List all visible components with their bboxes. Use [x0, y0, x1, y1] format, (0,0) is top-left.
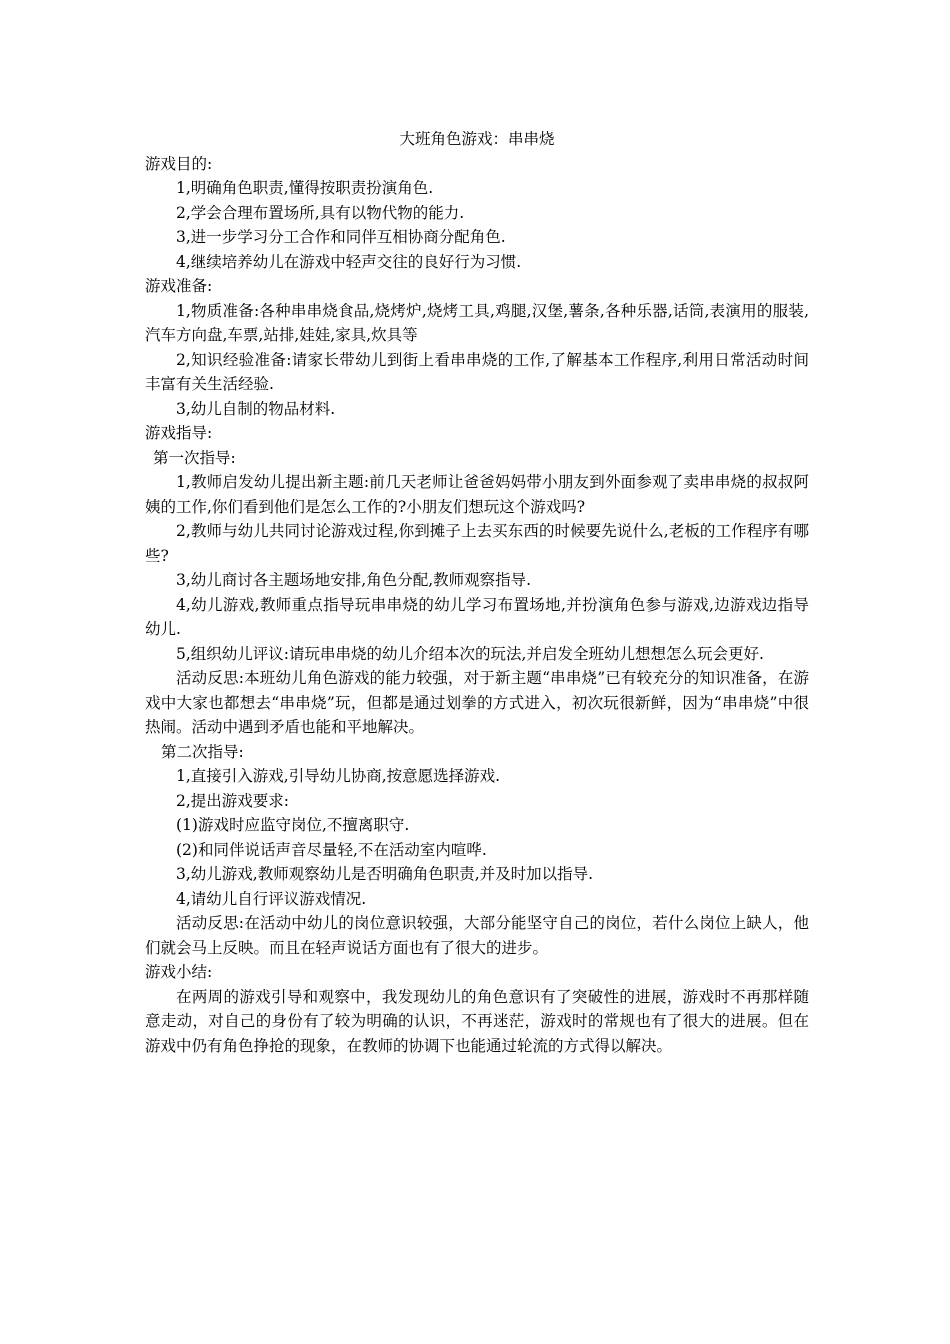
goal-item: 3,进一步学习分工合作和同伴互相协商分配角色.	[176, 228, 506, 246]
prep-item: 1,物质准备:各种串串烧食品,烧烤炉,烧烤工具,鸡腿,汉堡,薯条,各种乐器,话筒,表演用的服装,汽车方向盘,车票,站排,娃娃,家具,炊具等	[145, 301, 809, 344]
first-guide-item: 4,幼儿游戏,教师重点指导玩串串烧的幼儿学习布置场地,并扮演角色参与游戏,边游戏边指导幼儿.	[145, 595, 809, 638]
guide-heading: 游戏指导:	[145, 424, 213, 442]
goal-item: 2,学会合理布置场所,具有以物代物的能力.	[176, 203, 465, 222]
summary-heading: 游戏小结:	[145, 963, 213, 981]
document-body	[145, 127, 809, 1058]
document-title: 大班角色游戏：串串烧	[399, 130, 555, 148]
summary-paragraph: 在两周的游戏引导和观察中，我发现幼儿的角色意识有了突破性的进展，游戏时不再那样随意走动，对自己的身份有了较为明确的认识，不再迷茫，游戏时的常规也有了很大的进展。但在游戏中仍有角色挣抢的现象，在教师的协调下也能通过轮流的方式得以解决。	[145, 987, 809, 1055]
second-guide-item: 1,直接引入游戏,引导幼儿协商,按意愿选择游戏.	[176, 767, 501, 785]
second-guide-item: 3,幼儿游戏,教师观察幼儿是否明确角色职责,并及时加以指导.	[176, 865, 594, 883]
first-guide-item: 5,组织幼儿评议:请玩串串烧的幼儿介绍本次的玩法,并启发全班幼儿想想怎么玩会更好.	[176, 644, 764, 663]
goal-item: 1,明确角色职责,懂得按职责扮演角色.	[176, 179, 434, 197]
goal-heading: 游戏目的:	[145, 154, 213, 173]
second-guide-item: 2,提出游戏要求:	[176, 791, 290, 810]
prep-item: 3,幼儿自制的物品材料.	[176, 399, 336, 418]
first-guide-item: 3,幼儿商讨各主题场地安排,角色分配,教师观察指导.	[176, 571, 532, 589]
first-guide-item: 1,教师启发幼儿提出新主题:前几天老师让爸爸妈妈带小朋友到外面参观了卖串串烧的叔叔阿姨的工作,你们看到他们是怎么工作的?小朋友们想玩这个游戏吗?	[145, 473, 809, 516]
second-guide-item: (1)游戏时应监守岗位,不擅离职守.	[176, 816, 410, 834]
first-guide-heading: 第一次指导:	[153, 448, 236, 467]
prep-item: 2,知识经验准备:请家长带幼儿到街上看串串烧的工作,了解基本工作程序,利用日常活动时间丰富有关生活经验.	[145, 350, 809, 393]
prep-heading: 游戏准备:	[145, 277, 213, 295]
first-guide-item: 2,教师与幼儿共同讨论游戏过程,你到摊子上去买东西的时候要先说什么,老板的工作程序有哪些?	[145, 522, 809, 565]
first-reflection: 活动反思:本班幼儿角色游戏的能力较强，对于新主题“串串烧”已有较充分的知识准备，在游戏中大家也都想去“串串烧”玩，但都是通过划拳的方式进入，初次玩很新鲜，因为“串串烧”中很热闹。活动中遇到矛盾也能和平地解决。	[145, 669, 809, 736]
second-guide-item: (2)和同伴说话声音尽量轻,不在活动室内喧哗.	[176, 840, 487, 859]
second-guide-item: 4,请幼儿自行评议游戏情况.	[176, 889, 367, 908]
goal-item: 4,继续培养幼儿在游戏中轻声交往的良好行为习惯.	[176, 252, 522, 271]
second-guide-heading: 第二次指导:	[161, 742, 244, 761]
second-reflection: 活动反思:在活动中幼儿的岗位意识较强，大部分能坚守自己的岗位，若什么岗位上缺人，他们就会马上反映。而且在轻声说话方面也有了很大的进步。	[145, 914, 809, 957]
